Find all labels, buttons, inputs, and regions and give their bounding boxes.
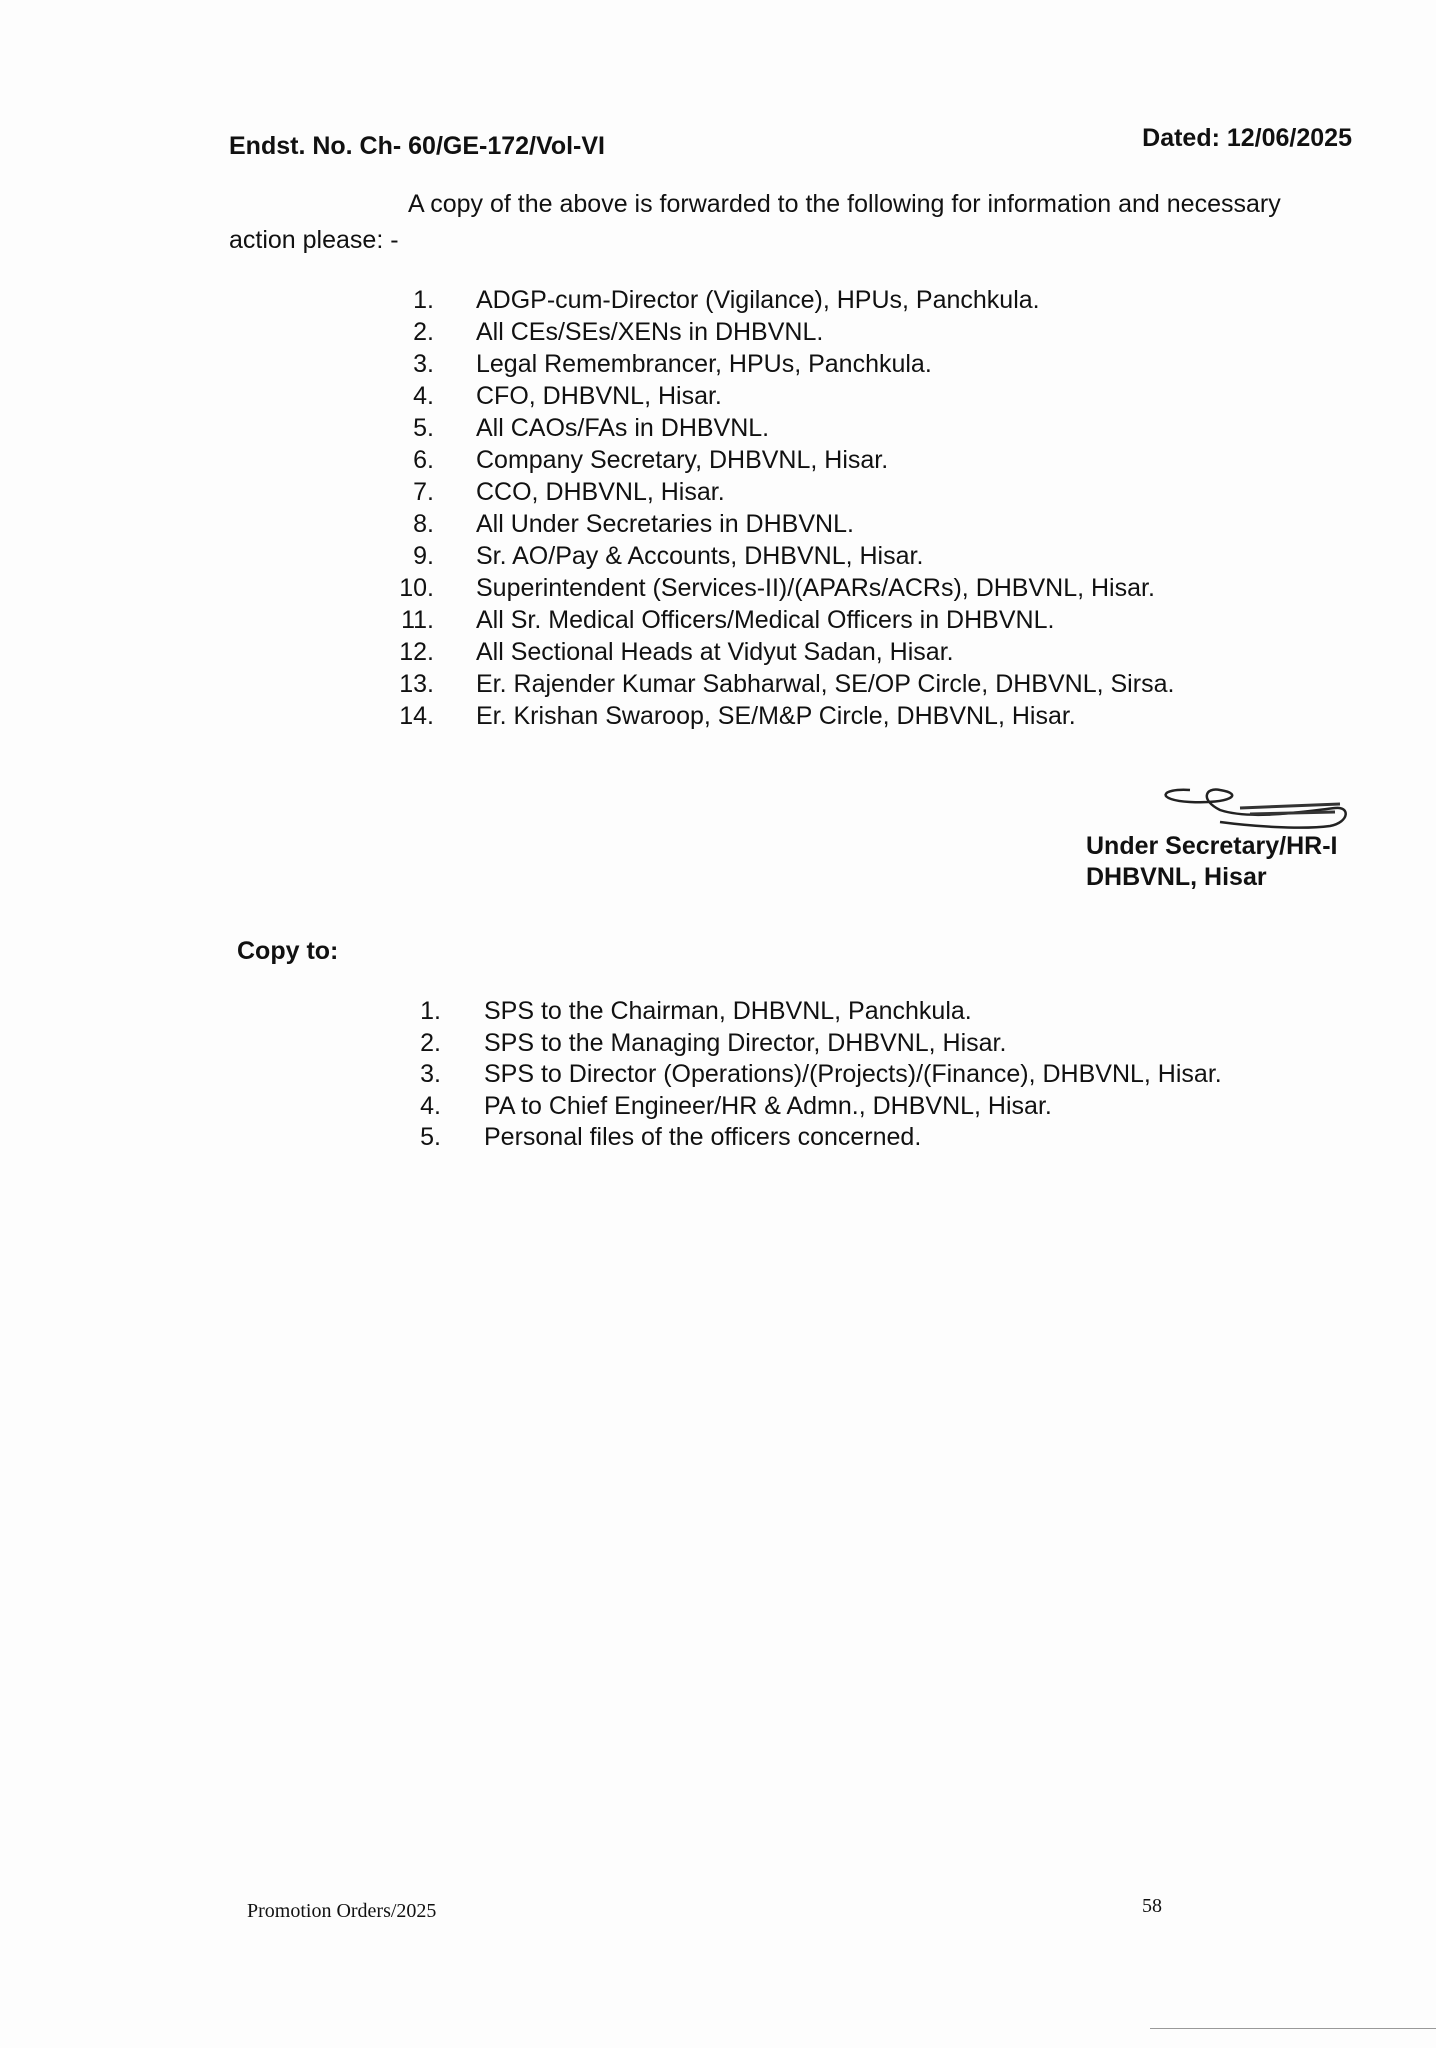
signatory-designation: Under Secretary/HR-I bbox=[1086, 832, 1338, 860]
list-item-number: 11. bbox=[401, 606, 434, 634]
list-item-number: 7. bbox=[413, 478, 434, 506]
list-item: Legal Remembrancer, HPUs, Panchkula. bbox=[476, 350, 932, 378]
list-item-number: 3. bbox=[420, 1060, 441, 1088]
list-item: PA to Chief Engineer/HR & Admn., DHBVNL, Hisar. bbox=[484, 1091, 1052, 1120]
list-item: All CAOs/FAs in DHBVNL. bbox=[476, 414, 770, 442]
list-item: ADGP-cum-Director (Vigilance), HPUs, Panchkula. bbox=[476, 286, 1040, 314]
list-item-number: 14. bbox=[399, 702, 434, 730]
list-item-number: 5. bbox=[420, 1123, 441, 1151]
list-item-number: 1. bbox=[420, 997, 441, 1025]
list-item-number: 8. bbox=[413, 510, 434, 538]
list-item-number: 2. bbox=[420, 1028, 441, 1057]
intro-text-line1: A copy of the above is forwarded to the following for information and necessary bbox=[408, 190, 1281, 218]
list-item-number: 12. bbox=[399, 638, 434, 666]
list-item: SPS to the Managing Director, DHBVNL, Hisar. bbox=[484, 1028, 1007, 1057]
date: Dated: 12/06/2025 bbox=[1142, 124, 1352, 152]
list-item: Superintendent (Services-II)/(APARs/ACRs), DHBVNL, Hisar. bbox=[476, 574, 1155, 602]
list-item: Er. Rajender Kumar Sabharwal, SE/OP Circle, DHBVNL, Sirsa. bbox=[476, 670, 1175, 698]
list-item-number: 1. bbox=[413, 286, 434, 314]
list-item: All Under Secretaries in DHBVNL. bbox=[476, 510, 854, 538]
list-item-number: 9. bbox=[413, 542, 434, 570]
list-item: Personal files of the officers concerned. bbox=[484, 1123, 922, 1151]
list-item: All Sr. Medical Officers/Medical Officers in DHBVNL. bbox=[476, 606, 1055, 634]
list-item-number: 10. bbox=[399, 574, 434, 602]
list-item: Er. Krishan Swaroop, SE/M&P Circle, DHBVNL, Hisar. bbox=[476, 702, 1076, 730]
list-item: Company Secretary, DHBVNL, Hisar. bbox=[476, 446, 889, 474]
list-item: SPS to the Chairman, DHBVNL, Panchkula. bbox=[484, 997, 972, 1025]
copy-to-heading: Copy to: bbox=[237, 937, 339, 965]
list-item: CCO, DHBVNL, Hisar. bbox=[476, 478, 725, 506]
list-item: Sr. AO/Pay & Accounts, DHBVNL, Hisar. bbox=[476, 542, 924, 570]
list-item-number: 13. bbox=[399, 670, 434, 698]
list-item-number: 4. bbox=[420, 1091, 441, 1120]
scan-edge-line bbox=[1150, 2028, 1436, 2029]
list-item: CFO, DHBVNL, Hisar. bbox=[476, 382, 722, 410]
list-item-number: 4. bbox=[413, 382, 434, 410]
page-number: 58 bbox=[1142, 1895, 1162, 1917]
list-item-number: 2. bbox=[413, 318, 434, 346]
list-item: All Sectional Heads at Vidyut Sadan, Hisar. bbox=[476, 638, 954, 666]
list-item: All CEs/SEs/XENs in DHBVNL. bbox=[476, 318, 824, 346]
list-item: SPS to Director (Operations)/(Projects)/(Finance), DHBVNL, Hisar. bbox=[484, 1060, 1222, 1088]
list-item-number: 3. bbox=[413, 350, 434, 378]
intro-text-line2: action please: - bbox=[229, 226, 399, 254]
endorsement-number: Endst. No. Ch- 60/GE-172/Vol-VI bbox=[229, 132, 605, 160]
list-item-number: 5. bbox=[413, 414, 434, 442]
footer-label: Promotion Orders/2025 bbox=[247, 1900, 437, 1922]
signatory-office: DHBVNL, Hisar bbox=[1086, 863, 1267, 891]
list-item-number: 6. bbox=[413, 446, 434, 474]
